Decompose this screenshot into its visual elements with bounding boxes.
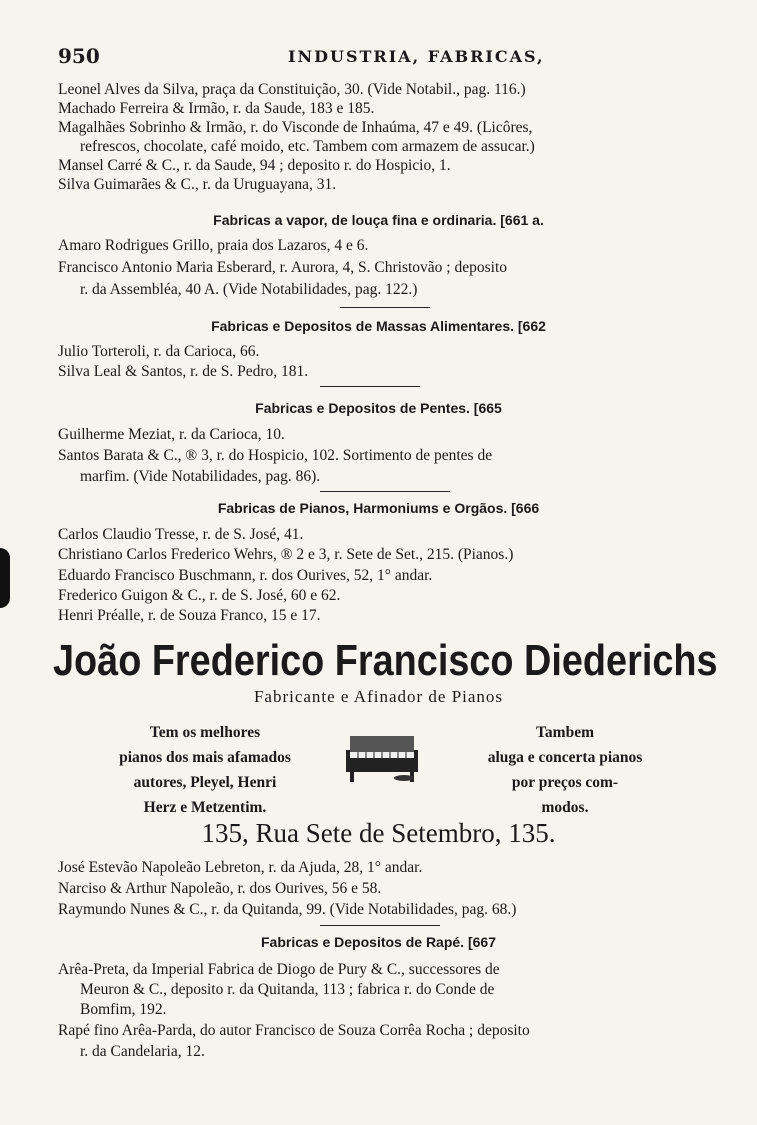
advert-name: João Frederico Francisco Diederichs <box>52 636 718 685</box>
advert-right-line: aluga e concerta pianos <box>487 749 643 766</box>
entry-line: Silva Guimarães & C., r. da Uruguayana, 31. <box>58 176 337 193</box>
entry-line: Carlos Claudio Tresse, r. de S. José, 41. <box>58 526 304 543</box>
scan-edge-mark <box>0 548 10 608</box>
page-number: 950 <box>58 44 100 68</box>
running-title: INDUSTRIA, FABRICAS, <box>288 47 545 66</box>
entry-line: Machado Ferreira & Irmão, r. da Saude, 183 e 185. <box>58 100 375 117</box>
section-heading: Fabricas de Pianos, Harmoniums e Orgãos. [666 <box>217 500 540 516</box>
entry-line: Julio Torteroli, r. da Carioca, 66. <box>58 343 260 360</box>
section-heading: Fabricas e Depositos de Massas Alimentares. [662 <box>211 318 546 334</box>
entry-line: Rapé fino Arêa-Parda, do autor Francisco de Souza Corrêa Rocha ; deposito <box>58 1022 530 1039</box>
advert-left-line: autores, Pleyel, Henri <box>133 774 277 791</box>
entry-line: Bomfim, 192. <box>80 1001 167 1018</box>
entry-line: Amaro Rodrigues Grillo, praia dos Lazaros, 4 e 6. <box>58 237 369 254</box>
entry-line: refrescos, chocolate, café moido, etc. Tambem com armazem de assucar.) <box>80 138 535 155</box>
entry-line: Raymundo Nunes & C., r. da Quitanda, 99. (Vide Notabilidades, pag. 68.) <box>58 901 517 918</box>
entry-line: Guilherme Meziat, r. da Carioca, 10. <box>58 426 285 443</box>
divider <box>320 386 420 387</box>
advert-address: 135, Rua Sete de Setembro, 135. <box>201 818 556 848</box>
entry-line: Arêa-Preta, da Imperial Fabrica de Diogo de Pury & C., successores de <box>58 961 500 978</box>
section-heading: Fabricas a vapor, de louça fina e ordinaria. [661 a. <box>213 212 544 228</box>
entry-line: Meuron & C., deposito r. da Quitanda, 113 ; fabrica r. do Conde de <box>80 981 495 998</box>
entry-line: Eduardo Francisco Buschmann, r. dos Ourives, 52, 1° andar. <box>58 567 433 584</box>
advert-left-line: pianos dos mais afamados <box>119 749 291 766</box>
advert-right-line: por preços com- <box>511 774 619 791</box>
entry-line: Santos Barata & C., ® 3, r. do Hospicio, 102. Sortimento de pentes de <box>58 447 493 464</box>
piano-engraving-icon <box>340 728 430 786</box>
divider <box>320 925 440 926</box>
section-heading: Fabricas e Depositos de Pentes. [665 <box>255 400 502 416</box>
entry-line: Francisco Antonio Maria Esberard, r. Aurora, 4, S. Christovão ; deposito <box>58 259 508 276</box>
page-header <box>58 44 698 68</box>
advert-right-line: modos. <box>541 799 589 816</box>
entry-line: r. da Candelaria, 12. <box>80 1043 205 1060</box>
entry-line: Mansel Carré & C., r. da Saude, 94 ; deposito r. do Hospicio, 1. <box>58 157 451 174</box>
entry-line: José Estevão Napoleão Lebreton, r. da Ajuda, 28, 1° andar. <box>58 859 423 876</box>
advert-left-line: Tem os melhores <box>149 724 261 741</box>
entry-line: r. da Assembléa, 40 A. (Vide Notabilidades, pag. 122.) <box>80 281 418 298</box>
entry-line: Henri Préalle, r. de Souza Franco, 15 e 17. <box>58 607 321 624</box>
divider <box>320 491 450 492</box>
entry-line: Narciso & Arthur Napoleão, r. dos Ourives, 56 e 58. <box>58 880 382 897</box>
advert-right-line: Tambem <box>536 724 594 741</box>
entry-line: Christiano Carlos Frederico Wehrs, ® 2 e 3, r. Sete de Set., 215. (Pianos.) <box>58 546 514 563</box>
advert-subtitle: Fabricante e Afinador de Pianos <box>253 687 504 706</box>
divider <box>340 307 430 308</box>
entry-line: Silva Leal & Santos, r. de S. Pedro, 181. <box>58 363 309 380</box>
entry-line: Leonel Alves da Silva, praça da Constituição, 30. (Vide Notabil., pag. 116.) <box>58 81 526 98</box>
entry-line: Frederico Guigon & C., r. de S. José, 60 e 62. <box>58 587 341 604</box>
advert-left-line: Herz e Metzentim. <box>143 799 267 816</box>
section-heading: Fabricas e Depositos de Rapé. [667 <box>261 934 496 950</box>
entry-line: marfim. (Vide Notabilidades, pag. 86). <box>80 468 321 485</box>
entry-line: Magalhães Sobrinho & Irmão, r. do Visconde de Inhaúma, 47 e 49. (Licôres, <box>58 119 533 136</box>
